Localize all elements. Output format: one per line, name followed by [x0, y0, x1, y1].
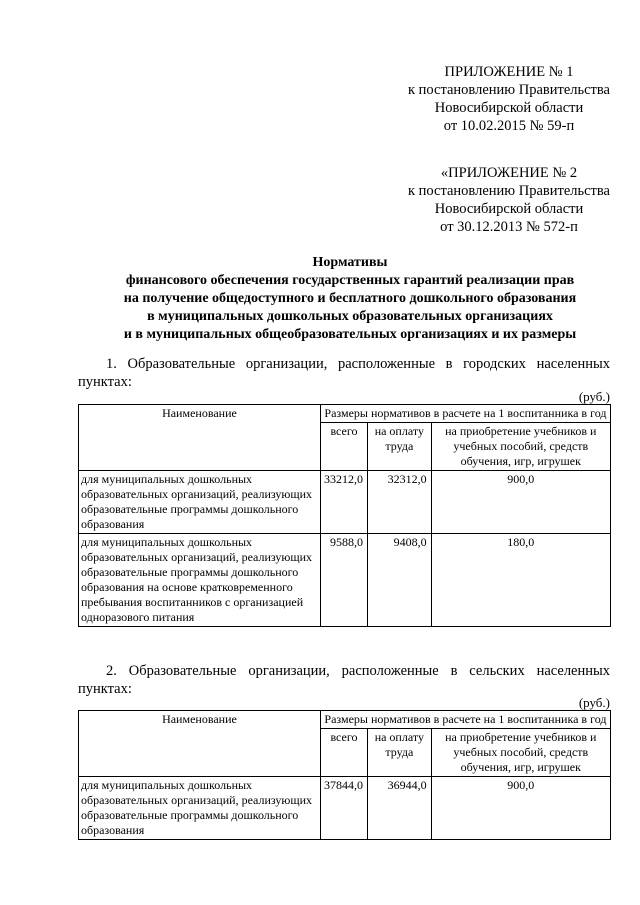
section-2-heading: [78, 662, 610, 698]
row-total: 33212,0: [320, 471, 367, 534]
row-books: 180,0: [431, 534, 610, 627]
header-pay: на оплату труда: [368, 729, 432, 777]
title-line: финансового обеспечения государственных гарантий реализации прав: [125, 273, 575, 288]
section-1-line: пунктах:: [78, 374, 132, 390]
header-sizes: Размеры нормативов в расчете на 1 воспитанника в год: [320, 405, 610, 423]
table-row: [79, 534, 611, 627]
header-name: Наименование: [79, 711, 321, 777]
appendix-2-header: [396, 164, 622, 236]
appendix-1-line: Новосибирской области: [434, 100, 584, 116]
appendix-1-header: [396, 63, 622, 135]
title-line: Нормативы: [312, 255, 388, 270]
section-2-line: 2. Образовательные организации, расположенные в сельских населенных: [106, 663, 610, 679]
section-1-line: 1. Образовательные организации, расположенные в городских населенных: [106, 356, 610, 372]
header-sizes: Размеры нормативов в расчете на 1 воспитанника в год: [320, 711, 610, 729]
appendix-2-line: к постановлению Правительства: [408, 183, 610, 199]
row-name: для муниципальных дошкольных образовательных организаций, реализующих образовательные программы дошкольного образования: [79, 471, 321, 534]
header-books: на приобретение учебников и учебных пособий, средств обучения, игр, игрушек: [431, 423, 610, 471]
appendix-1-date: от 10.02.2015 № 59-п: [443, 118, 575, 134]
header-pay: на оплату труда: [368, 423, 432, 471]
row-total: 9588,0: [320, 534, 367, 627]
row-pay: 9408,0: [368, 534, 432, 627]
row-name: для муниципальных дошкольных образовательных организаций, реализующих образовательные программы дошкольного образования на основе кратковременного пребывания воспитанников с организацией одноразового питания: [79, 534, 321, 627]
row-name: для муниципальных дошкольных образовательных организаций, реализующих образовательные программы дошкольного образования: [79, 777, 321, 840]
title-line: на получение общедоступного и бесплатного дошкольного образования: [123, 291, 577, 306]
section-2-line: пунктах:: [78, 681, 132, 697]
header-name: Наименование: [79, 405, 321, 471]
appendix-2-line: Новосибирской области: [434, 201, 584, 217]
row-total: 37844,0: [320, 777, 367, 840]
appendix-2-date: от 30.12.2013 № 572-п: [440, 219, 578, 235]
section-1-unit: (руб.): [578, 389, 610, 404]
row-pay: 36944,0: [368, 777, 432, 840]
header-total: всего: [320, 729, 367, 777]
table-header-row: [79, 711, 611, 729]
title-line: и в муниципальных общеобразовательных организациях и их размеры: [123, 327, 577, 342]
header-books: на приобретение учебников и учебных пособий, средств обучения, игр, игрушек: [431, 729, 610, 777]
table-row: [79, 777, 611, 840]
row-books: 900,0: [431, 471, 610, 534]
appendix-1-line: к постановлению Правительства: [408, 82, 610, 98]
table-header-row: [79, 405, 611, 423]
table-row: [79, 471, 611, 534]
appendix-1-title: ПРИЛОЖЕНИЕ № 1: [444, 64, 574, 80]
header-total: всего: [320, 423, 367, 471]
document-title: [60, 254, 640, 344]
row-books: 900,0: [431, 777, 610, 840]
norms-table-rural: [78, 710, 611, 840]
section-2-unit: (руб.): [578, 695, 610, 710]
row-pay: 32312,0: [368, 471, 432, 534]
norms-table-urban: [78, 404, 611, 627]
appendix-2-title: «ПРИЛОЖЕНИЕ № 2: [440, 165, 578, 181]
section-1-heading: [78, 355, 610, 391]
title-line: в муниципальных дошкольных образовательных организациях: [147, 309, 553, 324]
